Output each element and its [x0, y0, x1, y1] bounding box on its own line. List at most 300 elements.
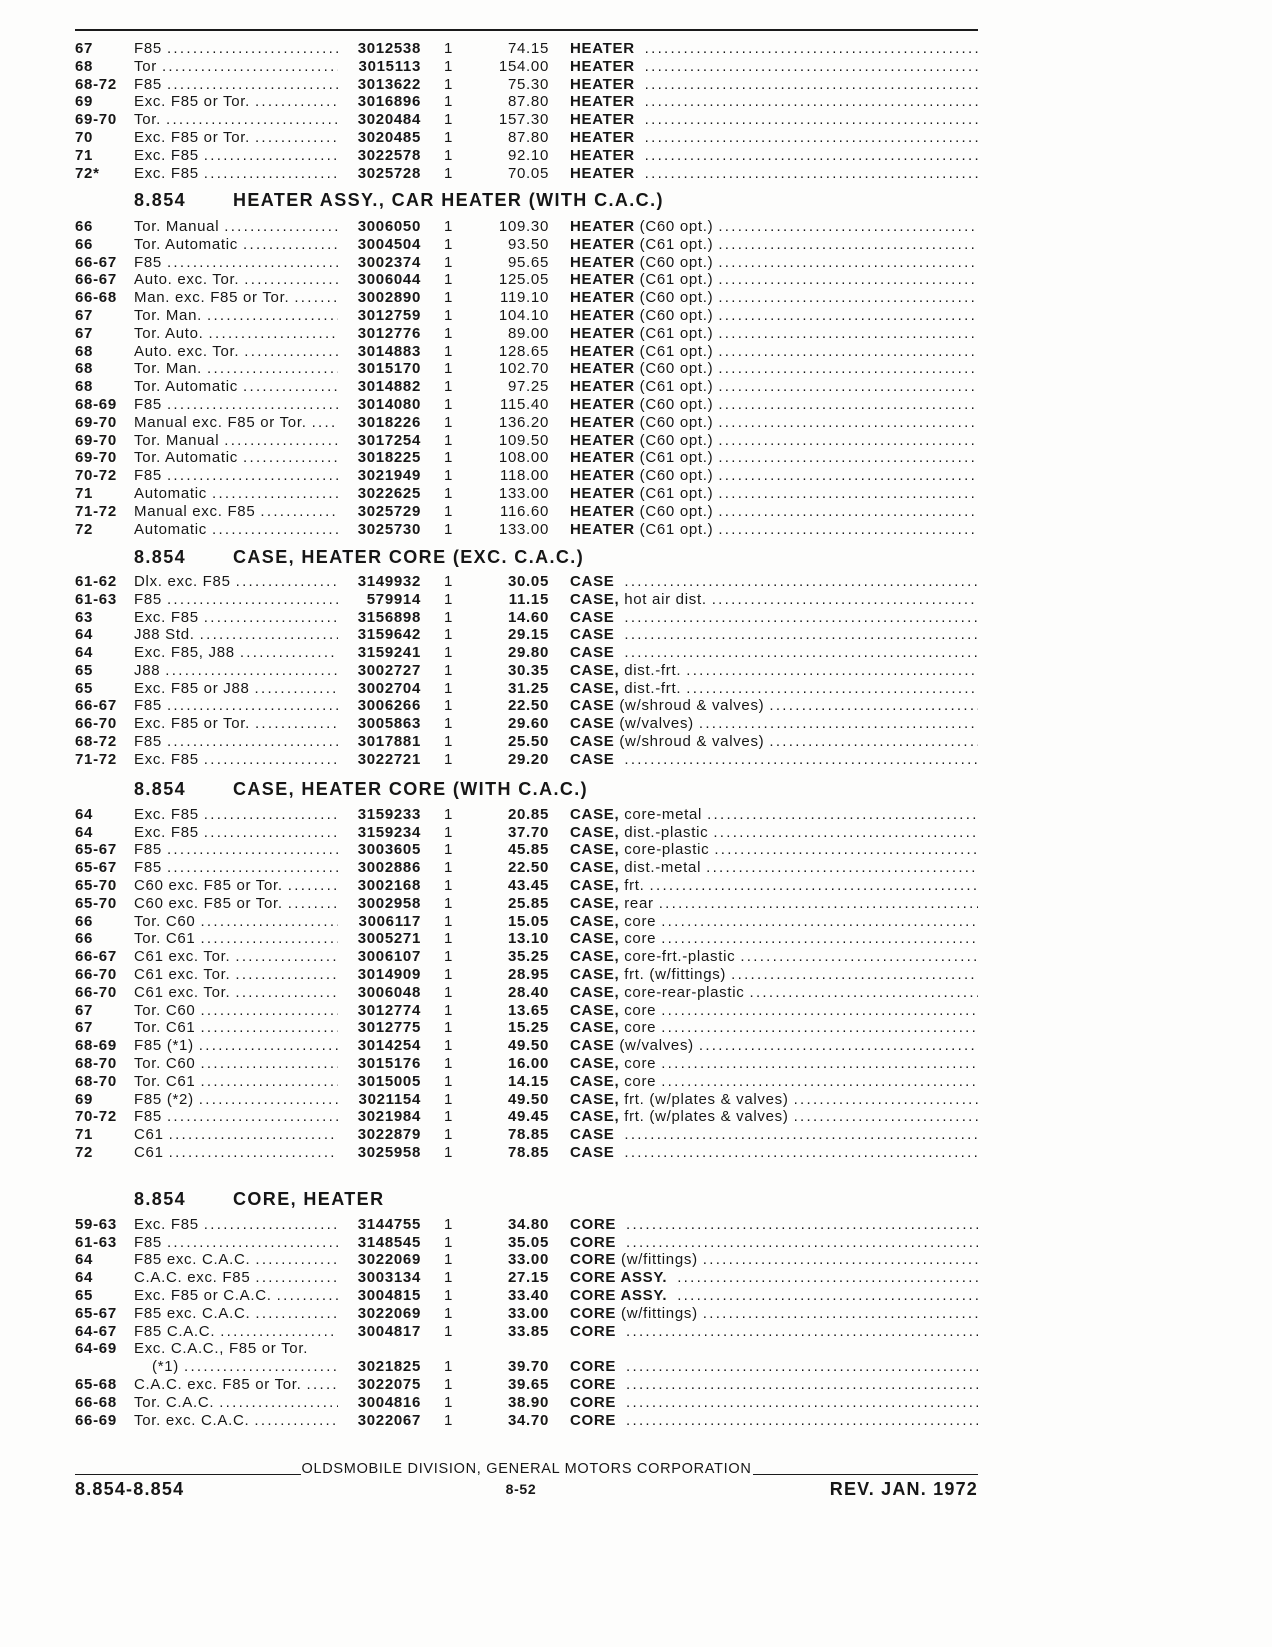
part-detail: (C61 opt.) — [639, 378, 714, 396]
application: (*1) ..... — [134, 1358, 338, 1376]
list-price: 87.80 — [507, 128, 549, 146]
model-years: 64 — [75, 805, 94, 823]
quantity: 1 — [444, 626, 454, 644]
quantity: 1 — [444, 590, 454, 608]
list-price: 29.20 — [507, 750, 549, 768]
list-price: 22.50 — [507, 697, 549, 715]
section-heading — [0, 187, 1272, 213]
part-number: 3004816 — [357, 1393, 421, 1411]
part-number: 3022075 — [357, 1375, 421, 1393]
parts-row — [0, 609, 1272, 627]
part-number: 3002727 — [357, 661, 421, 679]
section-title: CASE, HEATER CORE (WITH C.A.C.) — [233, 778, 589, 799]
parts-row — [0, 289, 1272, 307]
part-detail: frt. (w/fittings) — [624, 966, 727, 984]
list-price: 49.50 — [507, 1037, 549, 1055]
list-price: 37.70 — [507, 823, 549, 841]
part-name: HEATER — [570, 253, 635, 271]
part-description — [570, 859, 978, 877]
quantity: 1 — [444, 841, 454, 859]
list-price: 13.65 — [507, 1001, 549, 1019]
part-number: 3002374 — [357, 253, 421, 271]
model-years: 66-68 — [75, 289, 117, 307]
quantity: 1 — [444, 484, 454, 502]
application: Tor. Manual ..... — [134, 218, 338, 236]
part-name: CASE, — [570, 912, 620, 930]
quantity: 1 — [444, 75, 454, 93]
parts-row — [0, 913, 1272, 931]
part-number: 3003605 — [357, 841, 421, 859]
model-years: 67 — [75, 324, 94, 342]
list-price: 128.65 — [498, 342, 549, 360]
part-description — [570, 1055, 978, 1073]
part-detail: dist.-plastic — [624, 823, 709, 841]
part-description — [570, 644, 978, 662]
quantity — [444, 1340, 458, 1358]
application: Exc. F85, J88 ..... — [134, 644, 338, 662]
quantity: 1 — [444, 912, 454, 930]
quantity: 1 — [444, 342, 454, 360]
application: F85 ..... — [134, 697, 338, 715]
model-years: 68 — [75, 57, 94, 75]
application: F85 ..... — [134, 467, 338, 485]
quantity: 1 — [444, 217, 454, 235]
parts-row — [0, 697, 1272, 715]
model-years: 68-70 — [75, 1055, 117, 1073]
part-detail: (C60 opt.) — [639, 253, 714, 271]
part-description — [570, 626, 978, 644]
parts-row — [0, 806, 1272, 824]
page-footer — [0, 1478, 1272, 1500]
quantity: 1 — [444, 271, 454, 289]
part-detail: rear — [624, 894, 654, 912]
list-price: 49.45 — [507, 1108, 549, 1126]
part-description — [570, 343, 978, 361]
part-number: 3002168 — [357, 877, 421, 895]
model-years: 68 — [75, 360, 94, 378]
part-number: 3012774 — [357, 1001, 421, 1019]
part-number: 3006044 — [357, 271, 421, 289]
part-detail: core — [624, 930, 657, 948]
application: Auto. exc. Tor. ..... — [134, 271, 338, 289]
model-years: 68 — [75, 342, 94, 360]
section-heading — [0, 544, 1272, 570]
quantity: 1 — [444, 40, 454, 57]
list-price: 33.00 — [507, 1251, 549, 1269]
part-detail: (w/valves) — [619, 1037, 694, 1055]
part-number: 3017254 — [357, 431, 421, 449]
parts-row — [0, 1269, 1272, 1287]
parts-row — [0, 948, 1272, 966]
part-name: CORE — [570, 1411, 617, 1429]
list-price: 89.00 — [507, 324, 549, 342]
part-number: 3021949 — [357, 467, 421, 485]
model-years: 72* — [75, 164, 100, 182]
part-number: 3156898 — [357, 608, 421, 626]
part-detail: core — [624, 1001, 657, 1019]
part-description — [570, 697, 978, 715]
application: Tor. Automatic ..... — [134, 378, 338, 396]
model-years — [75, 1358, 133, 1376]
part-number: 3159233 — [357, 805, 421, 823]
application: Tor. C60 ..... — [134, 913, 338, 931]
application: J88 Std. ..... — [134, 626, 338, 644]
part-detail: core-plastic — [624, 841, 710, 859]
section-code: 8.854 — [134, 778, 187, 799]
part-number: 3025728 — [357, 164, 421, 182]
model-years: 70-72 — [75, 1108, 117, 1126]
parts-row — [0, 76, 1272, 94]
part-name: HEATER — [570, 128, 635, 146]
parts-row — [0, 1019, 1272, 1037]
model-years: 61-63 — [75, 590, 117, 608]
list-price: 43.45 — [507, 877, 549, 895]
model-years: 68-69 — [75, 395, 117, 413]
list-price: 34.80 — [507, 1215, 549, 1233]
part-description — [570, 573, 978, 591]
part-description — [570, 1037, 978, 1055]
part-description — [570, 877, 978, 895]
part-name: HEATER — [570, 40, 635, 57]
part-name: HEATER — [570, 93, 635, 111]
parts-row — [0, 485, 1272, 503]
parts-row — [0, 93, 1272, 111]
part-number: 3005863 — [357, 715, 421, 733]
parts-row — [0, 895, 1272, 913]
part-detail: (C60 opt.) — [639, 289, 714, 307]
application: Tor. exc. C.A.C. ..... — [134, 1412, 338, 1430]
part-number: 3014080 — [357, 395, 421, 413]
application: Tor. Auto. ..... — [134, 325, 338, 343]
part-description — [570, 841, 978, 859]
quantity: 1 — [444, 1269, 454, 1287]
part-description — [570, 93, 978, 111]
part-description — [570, 1412, 978, 1430]
part-number: 3005271 — [357, 930, 421, 948]
parts-row — [0, 449, 1272, 467]
part-name: HEATER — [570, 378, 635, 396]
list-price: 34.70 — [507, 1411, 549, 1429]
revision-date: REV. JAN. 1972 — [829, 1479, 978, 1499]
part-description — [570, 1002, 978, 1020]
application: F85 exc. C.A.C. ..... — [134, 1251, 338, 1269]
part-number: 3149932 — [357, 572, 421, 590]
application: Automatic ..... — [134, 521, 338, 539]
part-number: 3014883 — [357, 342, 421, 360]
application: F85 (*2) ..... — [134, 1091, 338, 1109]
application: F85 (*1) ..... — [134, 1037, 338, 1055]
part-name: CASE, — [570, 1072, 620, 1090]
quantity: 1 — [444, 877, 454, 895]
top-rule — [75, 29, 978, 31]
model-years: 65-67 — [75, 1304, 117, 1322]
part-detail: (w/fittings) — [621, 1304, 698, 1322]
list-price: 93.50 — [507, 235, 549, 253]
part-name: CORE — [570, 1251, 617, 1269]
quantity: 1 — [444, 1233, 454, 1251]
application: Tor. C.A.C. ..... — [134, 1394, 338, 1412]
list-price: 136.20 — [498, 413, 549, 431]
part-number: 3002958 — [357, 894, 421, 912]
model-years: 69-70 — [75, 449, 117, 467]
parts-row — [0, 1126, 1272, 1144]
part-number: 3022069 — [357, 1251, 421, 1269]
list-price: 78.85 — [507, 1144, 549, 1161]
parts-row — [0, 1323, 1272, 1341]
model-years: 64 — [75, 1269, 94, 1287]
parts-row — [0, 414, 1272, 432]
list-price: 157.30 — [498, 111, 549, 129]
application: C61 exc. Tor. ..... — [134, 984, 338, 1002]
part-name: CASE, — [570, 894, 620, 912]
quantity: 1 — [444, 253, 454, 271]
part-name: CORE ASSY. — [570, 1269, 668, 1287]
quantity: 1 — [444, 1411, 454, 1429]
parts-row — [0, 966, 1272, 984]
application: Exc. F85 or C.A.C. ..... — [134, 1287, 338, 1305]
part-number: 579914 — [366, 590, 421, 608]
list-price: 38.90 — [507, 1393, 549, 1411]
part-number: 3022069 — [357, 1304, 421, 1322]
part-description — [570, 325, 978, 343]
part-description — [570, 467, 978, 485]
model-years: 66-67 — [75, 271, 117, 289]
part-detail: (C60 opt.) — [639, 502, 714, 520]
part-name: CASE, — [570, 1108, 620, 1126]
parts-row — [0, 1287, 1272, 1305]
model-years: 66-70 — [75, 966, 117, 984]
model-years: 66-70 — [75, 983, 117, 1001]
part-description — [570, 218, 978, 236]
part-name: CASE, — [570, 679, 620, 697]
parts-row — [0, 573, 1272, 591]
part-number: 3022067 — [357, 1411, 421, 1429]
model-years: 71 — [75, 484, 94, 502]
model-years: 65 — [75, 661, 94, 679]
part-description — [570, 1108, 978, 1126]
part-description — [570, 111, 978, 129]
quantity: 1 — [444, 324, 454, 342]
part-name: CORE — [570, 1233, 617, 1251]
part-name: HEATER — [570, 146, 635, 164]
application: Tor. C60 ..... — [134, 1055, 338, 1073]
parts-row — [0, 824, 1272, 842]
part-description — [570, 378, 978, 396]
quantity: 1 — [444, 966, 454, 984]
part-description — [570, 396, 978, 414]
list-price: 92.10 — [507, 146, 549, 164]
model-years: 71-72 — [75, 750, 117, 768]
model-years: 61-62 — [75, 572, 117, 590]
part-name: HEATER — [570, 449, 635, 467]
list-price: 118.00 — [500, 467, 549, 485]
parts-row — [0, 165, 1272, 183]
list-price: 15.25 — [507, 1019, 549, 1037]
part-detail: (C61 opt.) — [639, 324, 714, 342]
model-years: 72 — [75, 520, 94, 538]
list-price: 109.50 — [498, 431, 549, 449]
part-description — [570, 503, 978, 521]
model-years: 61-63 — [75, 1233, 117, 1251]
part-number: 3012759 — [357, 306, 421, 324]
part-number: 3022625 — [357, 484, 421, 502]
part-description — [570, 913, 978, 931]
application: Tor. Man. ..... — [134, 360, 338, 378]
part-description — [570, 715, 978, 733]
part-detail: core — [624, 912, 657, 930]
quantity: 1 — [444, 378, 454, 396]
model-years: 69-70 — [75, 431, 117, 449]
quantity: 1 — [444, 1215, 454, 1233]
list-price: 30.35 — [507, 661, 549, 679]
part-name: HEATER — [570, 75, 635, 93]
part-number: 3022578 — [357, 146, 421, 164]
list-price: 22.50 — [507, 859, 549, 877]
quantity: 1 — [444, 1322, 454, 1340]
part-number: 3002704 — [357, 679, 421, 697]
list-price: 29.60 — [507, 715, 549, 733]
list-price: 97.25 — [507, 378, 549, 396]
part-description — [570, 733, 978, 751]
parts-row — [0, 1251, 1272, 1269]
part-description — [570, 271, 978, 289]
part-number: 3012775 — [357, 1019, 421, 1037]
application: F85 ..... — [134, 591, 338, 609]
quantity: 1 — [444, 715, 454, 733]
quantity: 1 — [444, 930, 454, 948]
part-detail: dist.-frt. — [624, 661, 682, 679]
part-name: CASE — [570, 626, 615, 644]
parts-row — [0, 626, 1272, 644]
part-number: 3020484 — [357, 111, 421, 129]
model-years: 67 — [75, 1019, 94, 1037]
part-number: 3014254 — [357, 1037, 421, 1055]
part-name: CASE, — [570, 823, 620, 841]
part-detail: (C61 opt.) — [639, 520, 714, 538]
list-price: 49.50 — [507, 1090, 549, 1108]
part-number: 3002890 — [357, 289, 421, 307]
part-number: 3002886 — [357, 859, 421, 877]
parts-row — [0, 1073, 1272, 1091]
part-number: 3020485 — [357, 128, 421, 146]
parts-row — [0, 503, 1272, 521]
application: Tor. Automatic ..... — [134, 236, 338, 254]
part-description — [570, 1144, 978, 1162]
part-description — [570, 1287, 978, 1305]
parts-row — [0, 751, 1272, 769]
part-description — [570, 751, 978, 769]
part-name: HEATER — [570, 164, 635, 182]
part-name: CASE, — [570, 930, 620, 948]
publisher-line: OLDSMOBILE DIVISION, GENERAL MOTORS CORPORATION — [301, 1461, 752, 1477]
part-description — [570, 680, 978, 698]
quantity: 1 — [444, 750, 454, 768]
part-name: CASE — [570, 644, 615, 662]
part-number: 3006266 — [357, 697, 421, 715]
part-name: HEATER — [570, 342, 635, 360]
model-years: 66 — [75, 912, 94, 930]
list-price: 29.15 — [507, 626, 549, 644]
part-name: HEATER — [570, 235, 635, 253]
application: F85 ..... — [134, 1234, 338, 1252]
list-price: 30.05 — [507, 572, 549, 590]
part-name: CORE — [570, 1375, 617, 1393]
model-years: 69-70 — [75, 413, 117, 431]
part-name: HEATER — [570, 111, 635, 129]
application: Exc. F85 ..... — [134, 806, 338, 824]
application: Tor. C60 ..... — [134, 1002, 338, 1020]
part-description — [570, 1073, 978, 1091]
part-description — [570, 1269, 978, 1287]
model-years: 67 — [75, 40, 94, 57]
parts-row — [0, 147, 1272, 165]
quantity: 1 — [444, 679, 454, 697]
parts-row — [0, 396, 1272, 414]
part-name: CASE, — [570, 1055, 620, 1073]
model-years: 66-69 — [75, 1411, 117, 1429]
part-description — [570, 948, 978, 966]
quantity: 1 — [444, 644, 454, 662]
part-detail: (C60 opt.) — [639, 467, 714, 485]
list-price: 133.00 — [498, 520, 549, 538]
model-years: 66 — [75, 930, 94, 948]
application: F85 ..... — [134, 76, 338, 94]
model-years: 68-72 — [75, 75, 117, 93]
part-detail: (C61 opt.) — [639, 235, 714, 253]
part-number: 3025729 — [357, 502, 421, 520]
part-name: HEATER — [570, 431, 635, 449]
part-name: CASE — [570, 1126, 615, 1144]
list-price: 16.00 — [507, 1055, 549, 1073]
application: F85 C.A.C. ..... — [134, 1323, 338, 1341]
model-years: 64-69 — [75, 1340, 117, 1358]
quantity: 1 — [444, 823, 454, 841]
part-name: CASE — [570, 572, 615, 590]
part-number: 3015005 — [357, 1072, 421, 1090]
application: Tor. C61 ..... — [134, 1019, 338, 1037]
parts-row — [0, 662, 1272, 680]
list-price: 45.85 — [507, 841, 549, 859]
part-number: 3159234 — [357, 823, 421, 841]
parts-row — [0, 254, 1272, 272]
part-detail: (w/valves) — [619, 715, 694, 733]
parts-row — [0, 1234, 1272, 1252]
part-name: CASE, — [570, 805, 620, 823]
application: Exc. F85 ..... — [134, 1216, 338, 1234]
part-detail: (C61 opt.) — [639, 484, 714, 502]
parts-row — [0, 1358, 1272, 1376]
part-detail: frt. — [624, 877, 645, 895]
list-price: 31.25 — [507, 679, 549, 697]
list-price: 33.00 — [507, 1304, 549, 1322]
list-price: 25.50 — [507, 733, 549, 751]
application: F85 ..... — [134, 733, 338, 751]
list-price: 14.60 — [507, 608, 549, 626]
parts-row — [0, 58, 1272, 76]
application: Exc. F85 ..... — [134, 609, 338, 627]
parts-row — [0, 877, 1272, 895]
parts-row — [0, 378, 1272, 396]
application: C.A.C. exc. F85 or Tor. ..... — [134, 1376, 338, 1394]
parts-row — [0, 841, 1272, 859]
quantity: 1 — [444, 1144, 454, 1161]
quantity: 1 — [444, 894, 454, 912]
parts-row — [0, 1340, 1272, 1358]
list-price: 104.10 — [498, 306, 549, 324]
model-years: 65-68 — [75, 1375, 117, 1393]
list-price — [470, 1340, 549, 1358]
application: C61 ..... — [134, 1144, 338, 1162]
